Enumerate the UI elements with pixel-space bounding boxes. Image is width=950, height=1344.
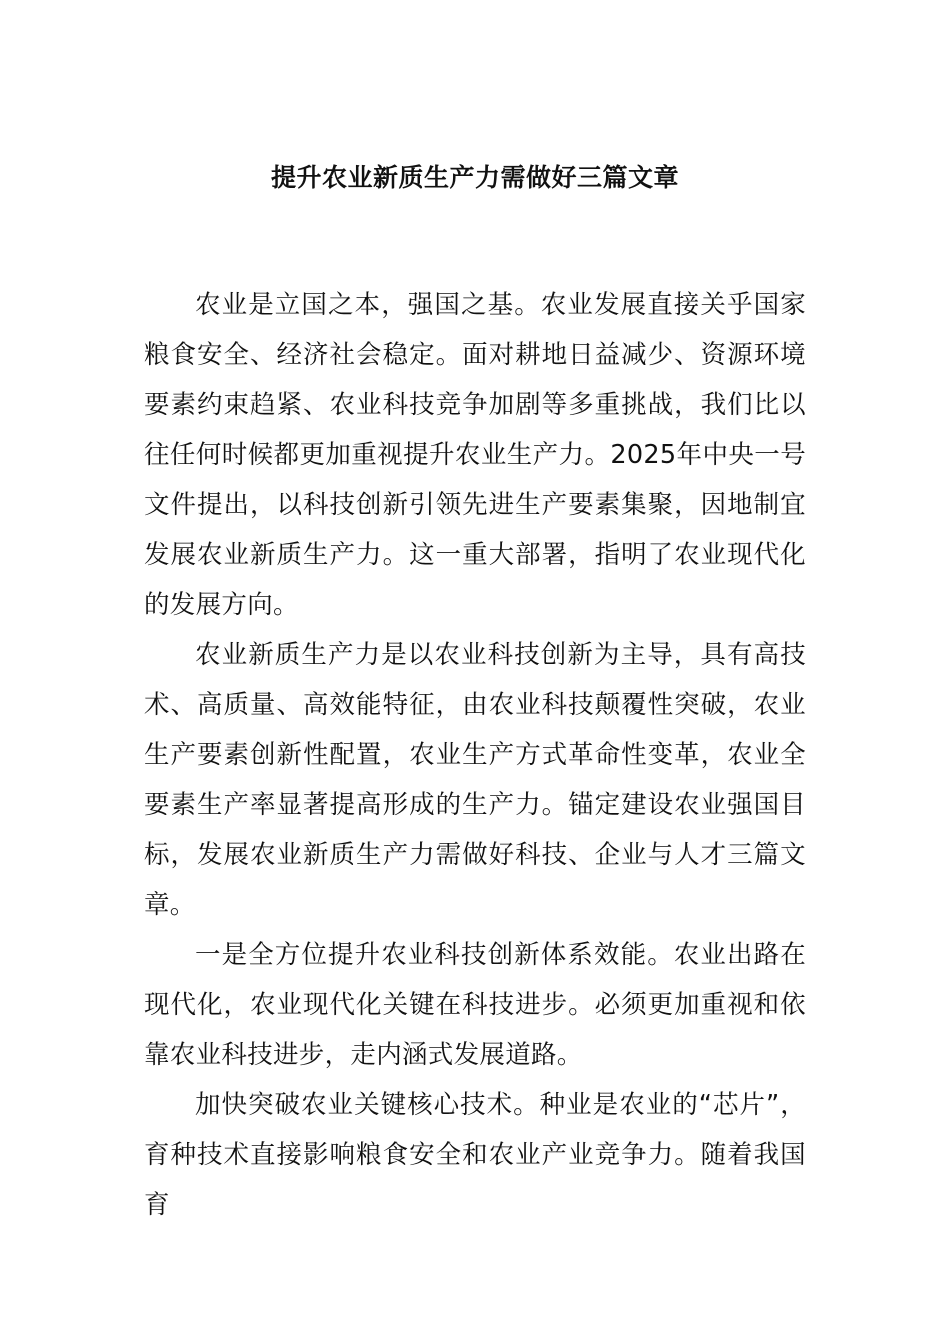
paragraph-4: 加快突破农业关键核心技术。种业是农业的“芯片”，育种技术直接影响粮食安全和农业产业竞争力。随着我国育: [144, 1090, 806, 1220]
document-body: [144, 280, 806, 1230]
document-title: 提升农业新质生产力需做好三篇文章: [270, 163, 679, 192]
paragraph-3: 一是全方位提升农业科技创新体系效能。农业出路在现代化，农业现代化关键在科技进步。必须更加重视和依靠农业科技进步，走内涵式发展道路。: [144, 940, 806, 1070]
paragraph-1: 农业是立国之本，强国之基。农业发展直接关乎国家粮食安全、经济社会稳定。面对耕地日益减少、资源环境要素约束趋紧、农业科技竞争加剧等多重挑战，我们比以往任何时候都更加重视提升农业生产力。2025年中央一号文件提出，以科技创新引领先进生产要素集聚，因地制宜发展农业新质生产力。这一重大部署，指明了农业现代化的发展方向。: [144, 290, 806, 620]
paragraph-2: 农业新质生产力是以农业科技创新为主导，具有高技术、高质量、高效能特征，由农业科技颠覆性突破，农业生产要素创新性配置，农业生产方式革命性变革，农业全要素生产率显著提高形成的生产力。锚定建设农业强国目标，发展农业新质生产力需做好科技、企业与人才三篇文章。: [144, 640, 806, 920]
